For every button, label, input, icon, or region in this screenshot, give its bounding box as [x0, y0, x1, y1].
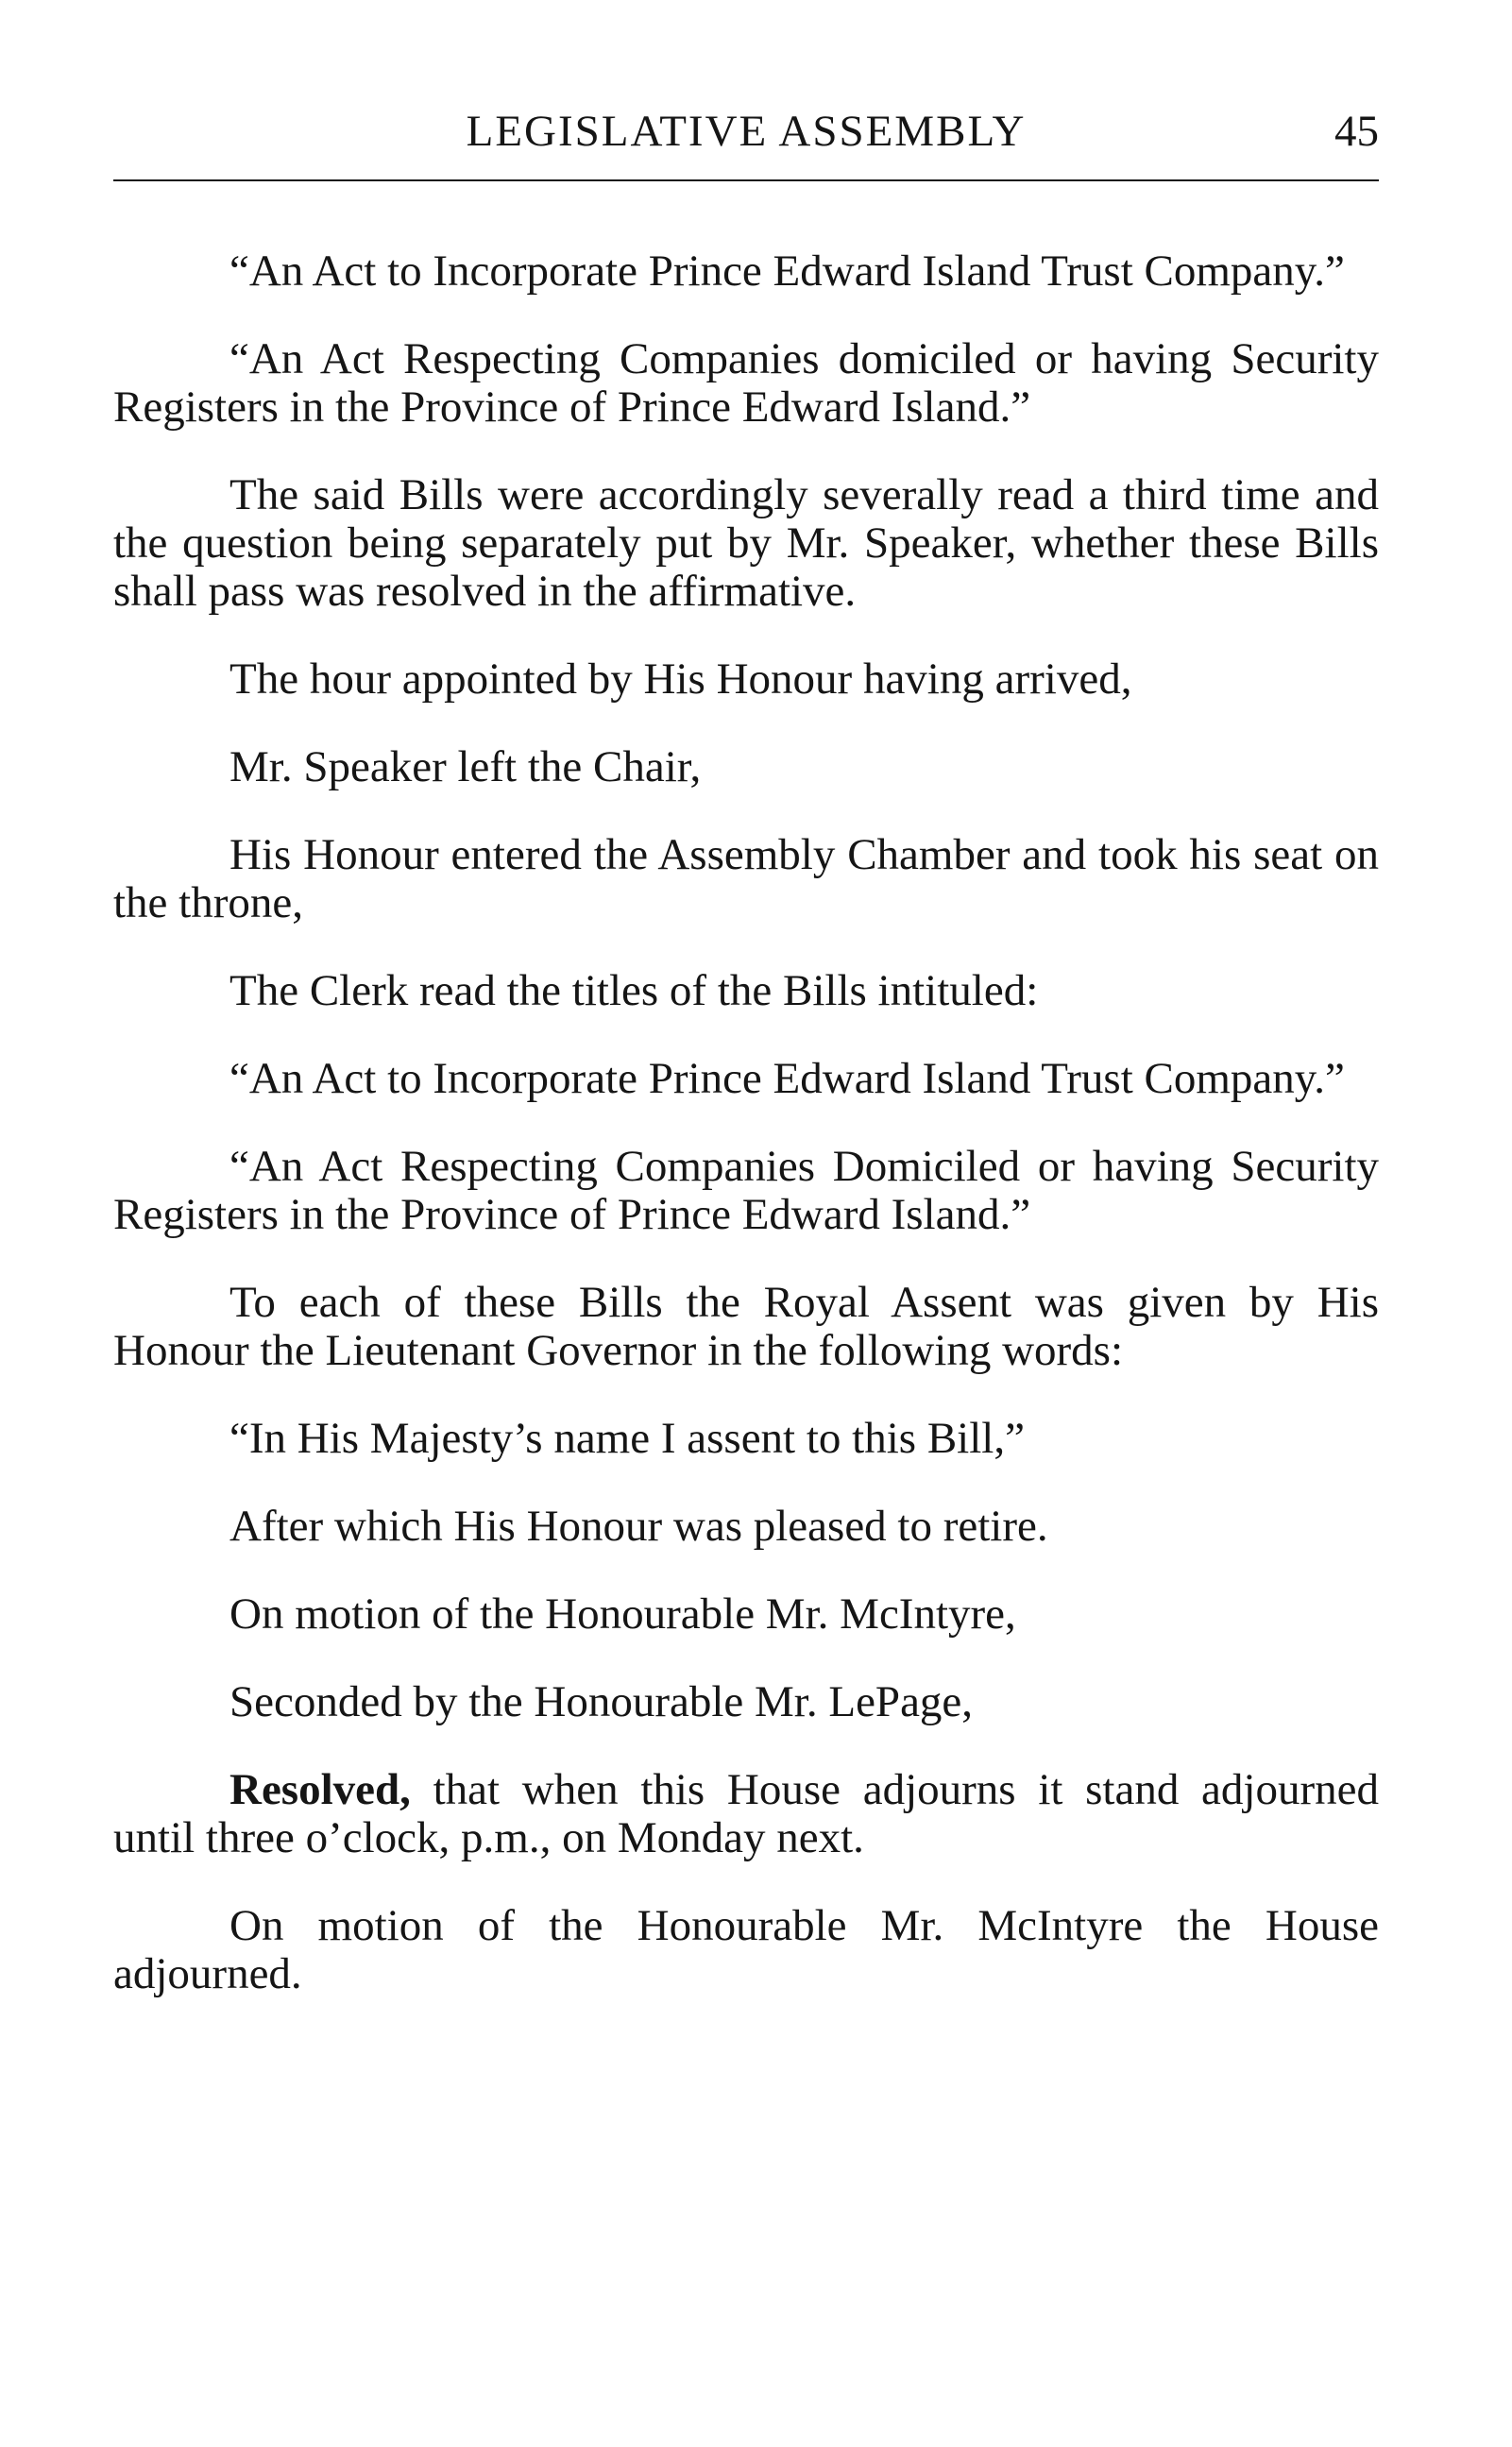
third-reading-paragraph: The said Bills were accordingly severally read a third time and the question being separately put by Mr. Speaker, whether these Bills shall pass was resolved in the affirmative. [113, 470, 1379, 616]
bill-title-paragraph: “An Act Respecting Companies domiciled or having Security Registers in the Province of Prince Edward Island.” [113, 334, 1379, 432]
bill-title-paragraph: “An Act Respecting Companies Domiciled or having Security Registers in the Province of Prince Edward Island.” [113, 1142, 1379, 1239]
body-text [113, 247, 1379, 2038]
bill-title-paragraph: “An Act to Incorporate Prince Edward Island Trust Company.” [229, 246, 1345, 296]
proceedings-paragraph: The hour appointed by His Honour having arrived, [229, 654, 1132, 704]
proceedings-paragraph: The Clerk read the titles of the Bills intituled: [229, 966, 1039, 1015]
bill-title-paragraph: “An Act to Incorporate Prince Edward Island Trust Company.” [229, 1054, 1345, 1103]
resolution-text: that when this House adjourns it stand adjourned until three o’clock, p.m., on Monday next. [113, 1765, 1379, 1862]
resolved-label: Resolved, [229, 1765, 411, 1814]
adjournment-paragraph: On motion of the Honourable Mr. McIntyre the House adjourned. [113, 1901, 1379, 1998]
proceedings-paragraph: Mr. Speaker left the Chair, [229, 742, 702, 791]
proceedings-paragraph: After which His Honour was pleased to retire. [229, 1502, 1048, 1551]
seconded-paragraph: Seconded by the Honourable Mr. LePage, [229, 1677, 974, 1726]
assent-words-paragraph: “In His Majesty’s name I assent to this Bill,” [229, 1414, 1025, 1463]
running-title: LEGISLATIVE ASSEMBLY [466, 107, 1027, 156]
royal-assent-paragraph: To each of these Bills the Royal Assent was given by His Honour the Lieutenant Governor in the following words: [113, 1278, 1379, 1375]
resolution-paragraph [113, 1766, 1379, 1862]
page-number: 45 [1334, 107, 1379, 156]
running-head [113, 98, 1379, 164]
motion-paragraph: On motion of the Honourable Mr. McIntyre, [229, 1589, 1016, 1639]
header-rule [113, 179, 1379, 181]
proceedings-paragraph: His Honour entered the Assembly Chamber and took his seat on the throne, [113, 830, 1379, 927]
